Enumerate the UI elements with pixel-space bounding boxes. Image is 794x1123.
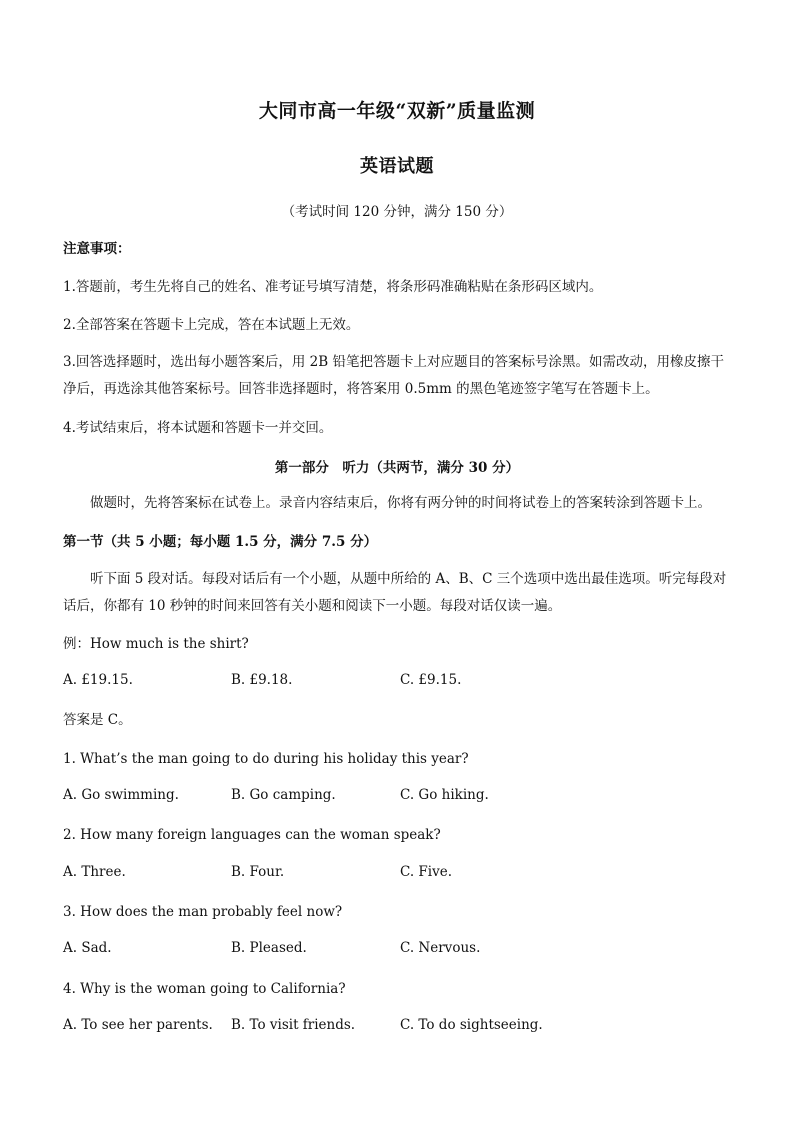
- question-3-option-c: C. Nervous.: [400, 940, 481, 956]
- notes-heading: 注意事项：: [63, 241, 131, 257]
- example-option-b: B. £9.18.: [231, 672, 293, 688]
- example-answer: 答案是 C。: [63, 712, 132, 728]
- example-option-c: C. £9.15.: [400, 672, 462, 688]
- exam-info: （考试时间 120 分钟，满分 150 分）: [281, 204, 513, 220]
- question-4-option-b: B. To visit friends.: [231, 1017, 356, 1033]
- exam-title: 大同市高一年级“双新”质量监测: [258, 100, 536, 122]
- part1-heading: 第一部分 听力（共两节，满分 30 分）: [274, 460, 520, 476]
- question-2-option-a: A. Three.: [63, 864, 126, 880]
- question-2-option-b: B. Four.: [231, 864, 285, 880]
- section1-intro: 听下面 5 段对话。每段对话后有一个小题，从题中所给的 A、B、C 三个选项中选出最佳选项。听完每段对话后，你都有 10 秒钟的时间来回答有关小题和阅读下一小题。每段对话仅读一遍。: [63, 571, 727, 614]
- note-item-4: 4.考试结束后，将本试题和答题卡一并交回。: [63, 420, 333, 436]
- question-1: 1. What’s the man going to do during his holiday this year?: [63, 751, 469, 767]
- question-4: 4. Why is the woman going to California?: [63, 981, 346, 997]
- question-2-option-c: C. Five.: [400, 864, 453, 880]
- example-option-a: A. £19.15.: [63, 672, 133, 688]
- question-1-option-c: C. Go hiking.: [400, 787, 489, 803]
- question-1-option-b: B. Go camping.: [231, 787, 336, 803]
- example-question: 例：How much is the shirt?: [63, 636, 249, 652]
- part1-intro: 做题时，先将答案标在试卷上。录音内容结束后，你将有两分钟的时间将试卷上的答案转涂到答题卡上。: [90, 495, 711, 511]
- question-4-option-a: A. To see her parents.: [63, 1017, 213, 1033]
- question-1-option-a: A. Go swimming.: [63, 787, 179, 803]
- section1-heading: 第一节（共 5 小题；每小题 1.5 分，满分 7.5 分）: [63, 534, 378, 550]
- question-2: 2. How many foreign languages can the woman speak?: [63, 827, 441, 843]
- note-item-3: 3.回答选择题时，选出每小题答案后，用 2B 铅笔把答题卡上对应题目的答案标号涂黑。如需改动，用橡皮擦干净后，再选涂其他答案标号。回答非选择题时，将答案用 0.5mm 的黑色笔迹签字笔写在答题卡上。: [63, 354, 724, 397]
- subject-title: 英语试题: [360, 156, 434, 177]
- question-4-option-c: C. To do sightseeing.: [400, 1017, 543, 1033]
- question-3-option-b: B. Pleased.: [231, 940, 307, 956]
- note-item-1: 1.答题前，考生先将自己的姓名、准考证号填写清楚，将条形码准确粘贴在条形码区域内。: [63, 279, 603, 295]
- note-item-2: 2.全部答案在答题卡上完成，答在本试题上无效。: [63, 317, 360, 333]
- question-3-option-a: A. Sad.: [63, 940, 112, 956]
- question-3: 3. How does the man probably feel now?: [63, 904, 343, 920]
